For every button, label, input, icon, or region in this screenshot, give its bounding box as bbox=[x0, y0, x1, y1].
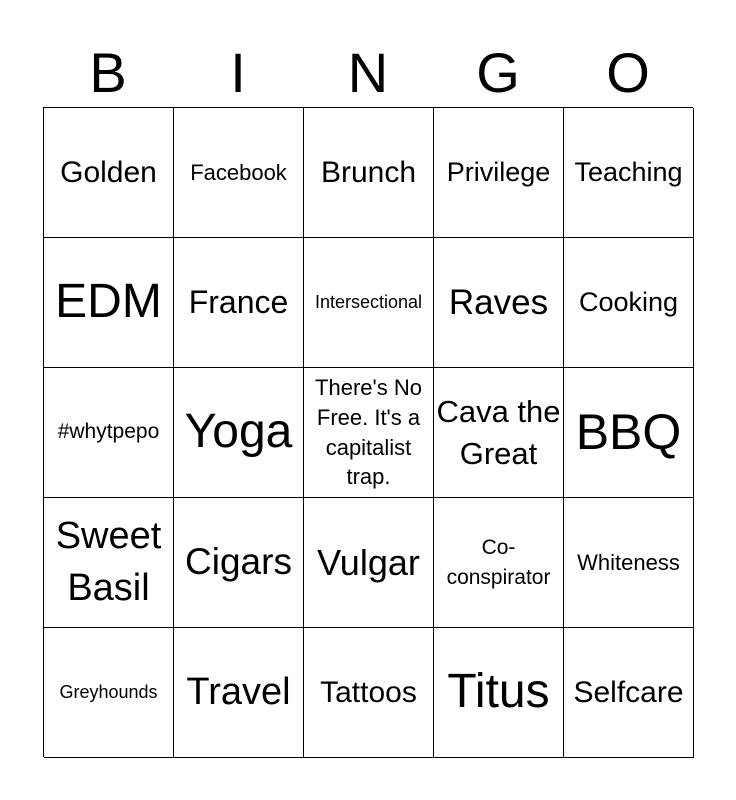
cell-text: #whytpepo bbox=[57, 420, 160, 444]
cell-text: France bbox=[188, 284, 289, 321]
header-letter-g: G bbox=[476, 41, 520, 104]
header-letter-b: B bbox=[89, 41, 127, 104]
bingo-cell[interactable] bbox=[564, 368, 694, 498]
cell-text: Cigars bbox=[185, 541, 292, 583]
bingo-cell[interactable] bbox=[434, 628, 564, 758]
bingo-cell[interactable] bbox=[174, 368, 304, 498]
cell-text: Whiteness bbox=[577, 549, 680, 575]
cell-text: Vulgar bbox=[317, 541, 420, 583]
cell-text: Cava the Great bbox=[436, 393, 561, 471]
bingo-cell[interactable] bbox=[564, 628, 694, 758]
cell-text: There's No Free. It's a capitalist trap. bbox=[315, 375, 422, 490]
cell-text: Sweet Basil bbox=[55, 515, 162, 609]
cell-text: Raves bbox=[448, 282, 549, 322]
bingo-cell[interactable] bbox=[174, 628, 304, 758]
cell-text: Tattoos bbox=[320, 675, 417, 709]
header-letter-n: N bbox=[347, 41, 389, 104]
cell-text: Cooking bbox=[578, 286, 679, 317]
bingo-cell[interactable] bbox=[174, 498, 304, 628]
bingo-cell[interactable] bbox=[44, 108, 174, 238]
cell-text: Travel bbox=[186, 670, 291, 713]
bingo-cell[interactable] bbox=[304, 498, 434, 628]
bingo-cell[interactable] bbox=[44, 628, 174, 758]
cell-text: Brunch bbox=[320, 155, 417, 189]
cell-text: Yoga bbox=[184, 405, 293, 459]
bingo-cell[interactable] bbox=[44, 238, 174, 368]
bingo-cell[interactable] bbox=[304, 368, 434, 498]
cell-text: Titus bbox=[447, 665, 550, 719]
cell-text: Golden bbox=[60, 155, 157, 189]
cell-text: BBQ bbox=[575, 404, 682, 460]
bingo-cell[interactable] bbox=[434, 108, 564, 238]
cell-text: Intersectional bbox=[314, 291, 423, 312]
header-letter-o: O bbox=[606, 41, 650, 104]
bingo-cell[interactable] bbox=[174, 108, 304, 238]
cell-text: Privilege bbox=[446, 156, 551, 187]
bingo-header bbox=[43, 38, 693, 108]
bingo-cell[interactable] bbox=[564, 498, 694, 628]
cell-text: EDM bbox=[55, 275, 162, 329]
bingo-cell[interactable] bbox=[564, 238, 694, 368]
bingo-cell[interactable] bbox=[304, 108, 434, 238]
header-letter-i: I bbox=[230, 41, 246, 104]
cell-text: Co-conspirator bbox=[446, 536, 551, 589]
cell-text: Selfcare bbox=[573, 675, 684, 709]
bingo-cell[interactable] bbox=[434, 498, 564, 628]
cell-text: Facebook bbox=[190, 159, 287, 185]
bingo-cell[interactable] bbox=[44, 368, 174, 498]
bingo-cell[interactable] bbox=[44, 498, 174, 628]
bingo-cell[interactable] bbox=[434, 238, 564, 368]
cell-text: Teaching bbox=[574, 156, 683, 187]
bingo-board bbox=[43, 107, 693, 757]
cell-text: Greyhounds bbox=[59, 681, 158, 702]
bingo-cell[interactable] bbox=[434, 368, 564, 498]
bingo-cell[interactable] bbox=[564, 108, 694, 238]
bingo-cell[interactable] bbox=[304, 628, 434, 758]
bingo-cell[interactable] bbox=[174, 238, 304, 368]
bingo-cell[interactable] bbox=[304, 238, 434, 368]
